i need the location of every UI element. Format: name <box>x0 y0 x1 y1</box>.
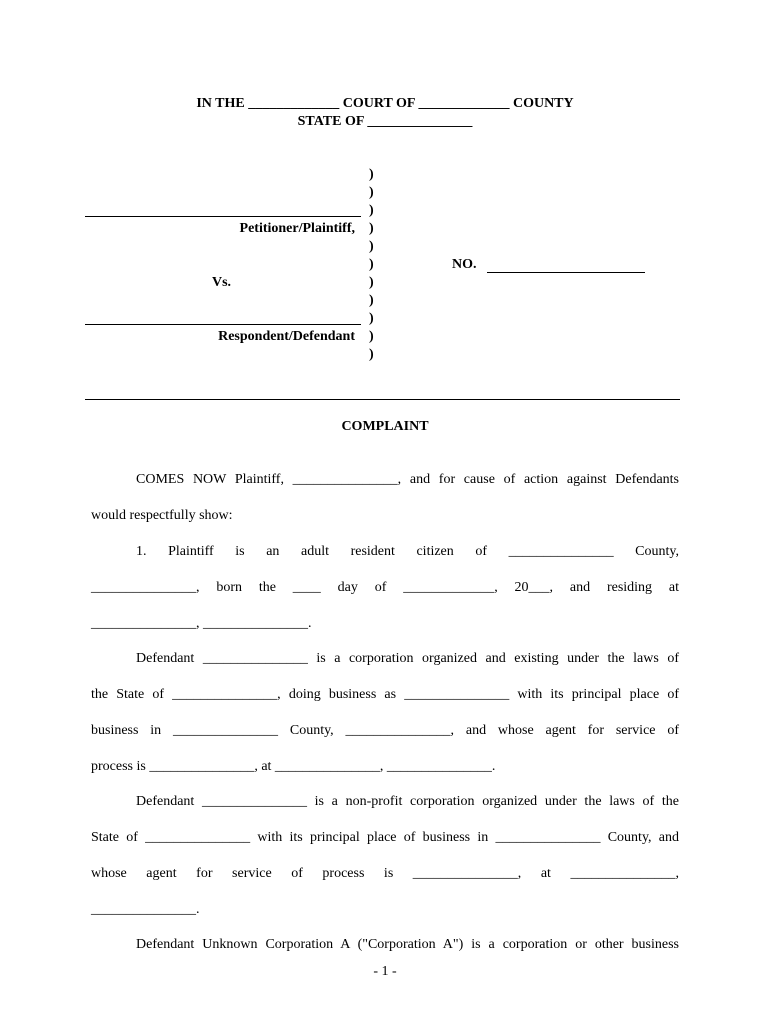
paragraph-line: business in _______________ County, _______________, and whose agent for service of <box>91 723 679 738</box>
caption-paren: ) <box>369 221 374 236</box>
caption-paren: ) <box>369 185 374 200</box>
caption-paren: ) <box>369 329 374 344</box>
caption-divider <box>85 399 680 400</box>
caption-paren: ) <box>369 275 374 290</box>
caption-paren: ) <box>369 167 374 182</box>
caption-paren: ) <box>369 257 374 272</box>
paragraph-line: _______________. <box>91 902 200 917</box>
state-header-line: STATE OF _______________ <box>297 114 473 129</box>
intro-line: COMES NOW Plaintiff, _______________, and for cause of action against Defendants <box>136 472 679 487</box>
caption-paren: ) <box>369 293 374 308</box>
caption-paren: ) <box>369 311 374 326</box>
paragraph-line: 1. Plaintiff is an adult resident citizen of _______________ County, <box>136 544 679 559</box>
paragraph-line: _______________, _______________. <box>91 616 312 631</box>
paragraph-line: _______________, born the ____ day of _____________, 20___, and residing at <box>91 580 679 595</box>
respondent-name-line <box>85 324 361 325</box>
caption-paren: ) <box>369 203 374 218</box>
paragraph-line: Defendant _______________ is a corporation organized and existing under the laws of <box>136 651 679 666</box>
paragraph-line: process is _______________, at _______________, _______________. <box>91 759 496 774</box>
caption-paren: ) <box>369 347 374 362</box>
page-number: - 1 - <box>373 964 397 979</box>
versus-label: Vs. <box>212 275 232 290</box>
petitioner-label: Petitioner/Plaintiff, <box>239 221 355 236</box>
caption-paren: ) <box>369 239 374 254</box>
paragraph-line: State of _______________ with its principal place of business in _______________ County, and <box>91 830 679 845</box>
paragraph-line: Defendant _______________ is a non-profit corporation organized under the laws of the <box>136 794 679 809</box>
court-header-line: IN THE _____________ COURT OF _____________ COUNTY <box>196 96 574 111</box>
paragraph-line: Defendant Unknown Corporation A ("Corporation A") is a corporation or other business <box>136 937 679 952</box>
respondent-label: Respondent/Defendant <box>218 329 355 344</box>
document-title: COMPLAINT <box>341 419 429 434</box>
intro-line: would respectfully show: <box>91 508 233 523</box>
paragraph-line: whose agent for service of process is _______________, at _______________, <box>91 866 679 881</box>
case-number-line <box>487 272 645 273</box>
case-number-label: NO. <box>452 257 477 272</box>
petitioner-name-line <box>85 216 361 217</box>
paragraph-line: the State of _______________, doing business as _______________ with its principal place of <box>91 687 679 702</box>
